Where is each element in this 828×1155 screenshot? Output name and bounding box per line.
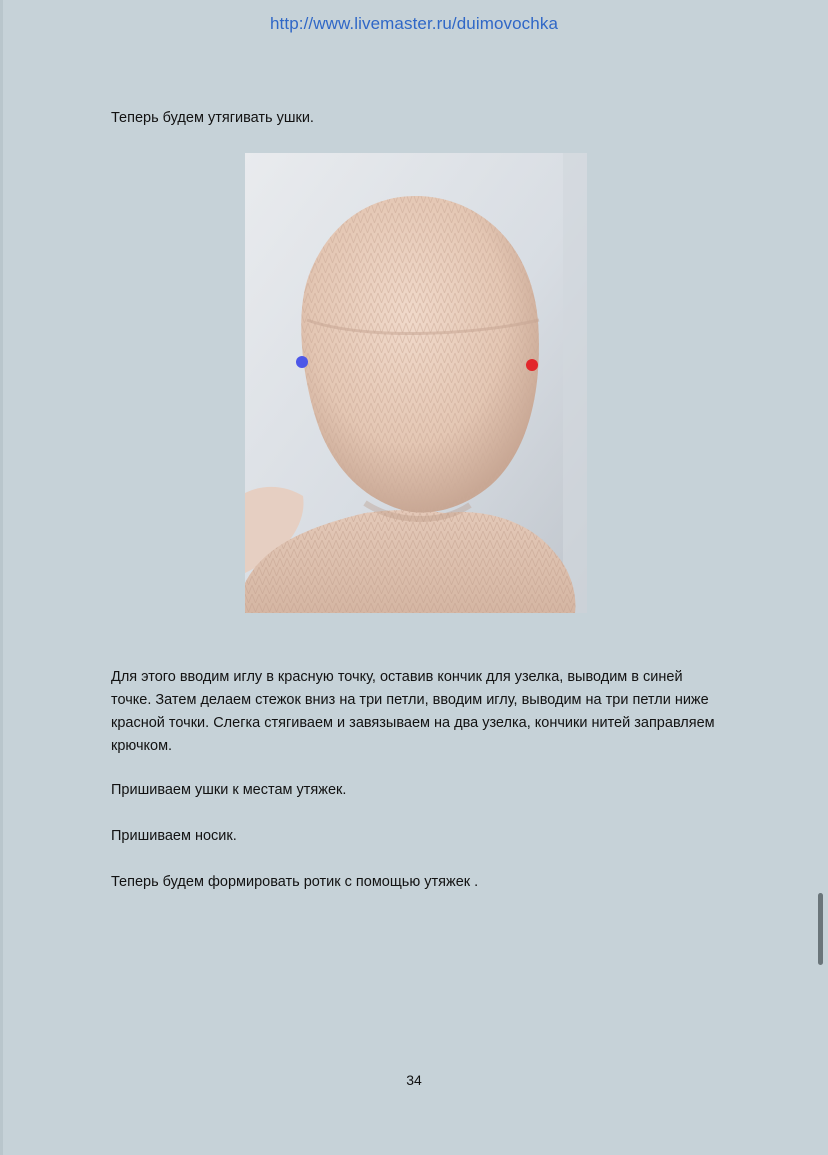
vertical-scrollbar-thumb[interactable] [818,893,823,965]
page-number: 34 [406,1072,422,1088]
red-marker-dot [526,359,538,371]
doll-photo-illustration [245,153,587,613]
nose-paragraph: Пришиваем носик. [111,828,237,844]
photo-window-edge [563,153,587,613]
knitted-doll-head-photo [245,153,587,613]
mouth-paragraph: Теперь будем формировать ротик с помощью утяжек . [111,874,479,890]
page-left-edge [0,0,3,1155]
header-livemaster-link[interactable]: http://www.livemaster.ru/duimovochka [270,14,558,33]
instruction-paragraph: Для этого вводим иглу в красную точку, оставив кончик для узелка, выводим в синей точке. Затем делаем стежок вниз на три петли, вводим иглу, выводим на три петли ниже красной точки. Слегка стягиваем и завязываем на два узелка, кончики нитей заправляем крючком. [111,669,715,754]
intro-paragraph: Теперь будем утягивать ушки. [111,110,314,126]
ears-paragraph: Пришиваем ушки к местам утяжек. [111,782,347,798]
blue-marker-dot [296,356,308,368]
